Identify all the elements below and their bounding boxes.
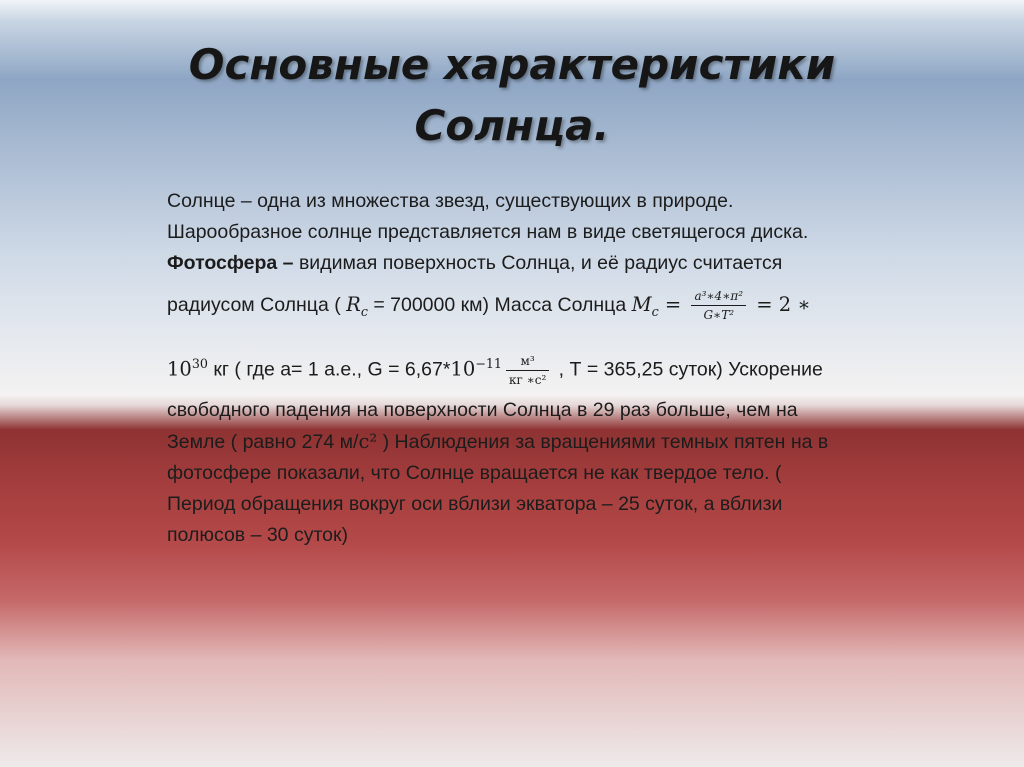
title-line-2: Солнца. xyxy=(414,101,610,150)
body-text xyxy=(167,186,977,551)
g-units-fraction xyxy=(506,353,549,388)
text-line-9: Период обращения вокруг оси вблизи экватора – 25 суток, а вблизи xyxy=(167,493,783,516)
text-line-4 xyxy=(167,279,977,338)
power-base: 10 xyxy=(167,357,192,381)
text-line-2: Шарообразное солнце представляется нам в виде светящегося диска. xyxy=(167,221,809,243)
mass-symbol: M xyxy=(631,293,652,316)
mass-formula-fraction xyxy=(691,288,746,323)
slide-title xyxy=(0,34,1024,156)
mass-text: = 700000 км) Масса Солнца xyxy=(367,294,632,316)
text-line-3 xyxy=(167,248,977,279)
power-exponent-30: 30 xyxy=(191,355,208,371)
title-line-1: Основные характеристики xyxy=(188,40,836,89)
g-units-denominator: кг ∗с² xyxy=(508,372,547,387)
acceleration-text: Земле ( равно 274 м/ xyxy=(167,431,359,454)
text-line-5 xyxy=(167,338,977,396)
radius-symbol: R xyxy=(346,293,361,316)
text-line-1: Солнце – одна из множества звезд, существующих в природе. xyxy=(167,190,734,212)
text-line-7 xyxy=(167,426,977,458)
equals-sign: = xyxy=(658,293,688,316)
radius-text: радиусом Солнца ( xyxy=(167,294,347,316)
acceleration-unit: c² xyxy=(358,430,378,454)
g-power-exponent: −11 xyxy=(475,355,502,371)
text-line-6: свободного падения на поверхности Солнца в 29 раз больше, чем на xyxy=(167,399,798,422)
constants-text: кг ( где а= 1 а.е., G = 6,67* xyxy=(207,358,451,381)
observations-text: ) Наблюдения за вращениями темных пятен на в xyxy=(377,431,829,454)
period-text: , Т = 365,25 суток) Ускорение xyxy=(553,358,823,381)
photosphere-term: Фотосфера – xyxy=(167,252,294,274)
photosphere-definition: видимая поверхность Солнца, и её радиус считается xyxy=(293,252,783,274)
mass-subscript: c xyxy=(651,303,659,319)
mass-result: = 2 ∗ xyxy=(750,293,811,316)
text-line-8: фотосфере показали, что Солнце вращается не как твердое тело. ( xyxy=(167,462,782,485)
mass-formula-denominator: G∗T² xyxy=(703,308,735,323)
mass-formula-numerator: a³∗4∗π² xyxy=(691,288,746,306)
text-line-10: полюсов – 30 суток) xyxy=(167,524,349,547)
g-units-numerator: м³ xyxy=(506,353,549,371)
g-power-base: 10 xyxy=(450,357,476,381)
radius-subscript: c xyxy=(360,303,368,319)
